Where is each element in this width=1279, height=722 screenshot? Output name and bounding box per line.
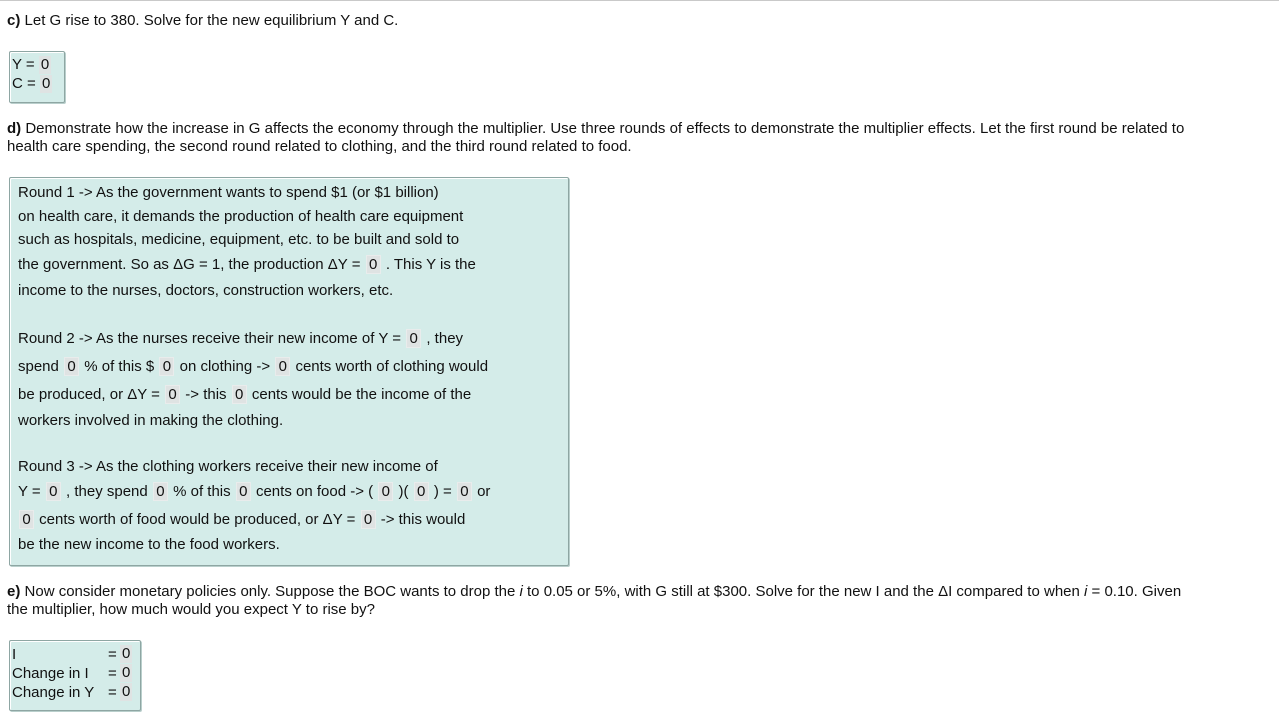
round2-text: % of this $ xyxy=(84,358,155,375)
round3-line4: be the new income to the food workers. xyxy=(18,536,280,553)
round3-line2 xyxy=(18,482,490,501)
question-e-text: i xyxy=(1084,583,1088,600)
answer-box-c xyxy=(9,51,65,103)
answer-box-d xyxy=(9,177,569,566)
round3-food-cents-input[interactable]: 0 xyxy=(19,510,34,529)
round1-line1: Round 1 -> As the government wants to spend $1 (or $1 billion) xyxy=(18,184,439,201)
question-e xyxy=(7,583,1181,601)
question-e-letter: e) xyxy=(7,583,21,600)
answer-box-e xyxy=(9,640,141,711)
answer-row-i xyxy=(12,645,136,664)
input-change-i[interactable]: 0 xyxy=(122,664,131,681)
round1-delta-y-input[interactable]: 0 xyxy=(366,255,381,274)
round1-line4 xyxy=(18,255,476,274)
round1-line3: such as hospitals, medicine, equipment, etc. to be built and sold to xyxy=(18,231,460,248)
round2-percent-input[interactable]: 0 xyxy=(64,357,79,376)
question-e-text: to 0.05 or 5%, with G still at $300. Solve for the new I and the ΔI compared to when xyxy=(527,583,1080,600)
round2-text: spend xyxy=(18,358,59,375)
label-y: Y = xyxy=(12,56,35,73)
round2-text: cents would be the income of the xyxy=(251,386,472,403)
question-c xyxy=(7,12,398,30)
round3-factor1-input[interactable]: 0 xyxy=(378,482,393,501)
round3-text: Y = xyxy=(18,483,41,500)
round2-text: , they xyxy=(426,330,464,347)
round3-line3 xyxy=(18,510,465,529)
round2-income-cents-input[interactable]: 0 xyxy=(232,385,247,404)
label-i: I xyxy=(12,646,17,663)
input-change-y[interactable]: 0 xyxy=(122,683,131,700)
question-d-letter: d) xyxy=(7,120,22,137)
round1-text: . This Y is the xyxy=(385,256,476,273)
round3-cents-input[interactable]: 0 xyxy=(236,482,251,501)
round2-text: -> this xyxy=(185,386,227,403)
round2-line3 xyxy=(18,385,471,404)
round2-text: be produced, or ΔY = xyxy=(18,386,160,403)
label-c: C = xyxy=(12,75,36,92)
question-e-text: i xyxy=(519,583,523,600)
round2-line1 xyxy=(18,329,463,348)
question-e-text: = 0.10. Given xyxy=(1091,583,1182,600)
answer-row-change-y xyxy=(12,683,136,702)
question-d-line2: health care spending, the second round related to clothing, and the third round related to food. xyxy=(7,138,632,155)
round3-line1: Round 3 -> As the clothing workers receive their new income of xyxy=(18,458,438,475)
answer-row-y xyxy=(12,55,51,74)
round3-delta-y-input[interactable]: 0 xyxy=(361,510,376,529)
round3-product-input[interactable]: 0 xyxy=(457,482,472,501)
round2-text: Round 2 -> As the nurses receive their new income of Y = xyxy=(18,330,401,347)
label-change-i: Change in I xyxy=(12,665,89,682)
label-change-y: Change in Y xyxy=(12,684,95,701)
input-y[interactable]: 0 xyxy=(40,56,50,73)
question-c-text: Let G rise to 380. Solve for the new equilibrium Y and C. xyxy=(24,12,399,29)
answer-row-change-i xyxy=(12,664,136,683)
round3-text: cents worth of food would be produced, or ΔY = xyxy=(39,511,356,528)
round2-dollar-input[interactable]: 0 xyxy=(159,357,174,376)
round3-income-input[interactable]: 0 xyxy=(46,482,61,501)
equals-sign: = xyxy=(108,684,117,701)
round3-text: -> this would xyxy=(380,511,466,528)
round2-line4: workers involved in making the clothing. xyxy=(18,412,284,429)
round2-income-input[interactable]: 0 xyxy=(406,329,421,348)
round3-text: , they spend xyxy=(66,483,148,500)
question-d xyxy=(7,120,1184,138)
question-e-text: Now consider monetary policies only. Suppose the BOC wants to drop the xyxy=(24,583,516,600)
round2-text: on clothing -> xyxy=(179,358,271,375)
equals-sign: = xyxy=(108,646,117,663)
round3-percent-input[interactable]: 0 xyxy=(153,482,168,501)
round1-line2: on health care, it demands the production of health care equipment xyxy=(18,208,464,225)
round2-cents-input[interactable]: 0 xyxy=(275,357,290,376)
round3-text: or xyxy=(477,483,491,500)
answer-row-c xyxy=(12,74,52,93)
input-i[interactable]: 0 xyxy=(122,645,131,662)
question-e-line2: the multiplier, how much would you expect Y to rise by? xyxy=(7,601,375,618)
round2-text: cents worth of clothing would xyxy=(295,358,489,375)
equals-sign: = xyxy=(108,665,117,682)
round2-line2 xyxy=(18,357,488,376)
input-c[interactable]: 0 xyxy=(41,75,51,92)
round3-text: ) = xyxy=(433,483,452,500)
question-c-letter: c) xyxy=(7,12,21,29)
round3-text: cents on food -> ( xyxy=(255,483,374,500)
round3-text: % of this xyxy=(173,483,231,500)
round1-text: the government. So as ΔG = 1, the production ΔY = xyxy=(18,256,361,273)
round3-text: )( xyxy=(398,483,409,500)
round3-factor2-input[interactable]: 0 xyxy=(414,482,429,501)
round2-delta-y-input[interactable]: 0 xyxy=(165,385,180,404)
question-d-line1: Demonstrate how the increase in G affects the economy through the multiplier. Use three rounds of effects to demonstrate the multiplier effects. Let the first round be related to xyxy=(25,120,1185,137)
top-divider xyxy=(0,0,1279,1)
round1-line5: income to the nurses, doctors, construction workers, etc. xyxy=(18,282,394,299)
